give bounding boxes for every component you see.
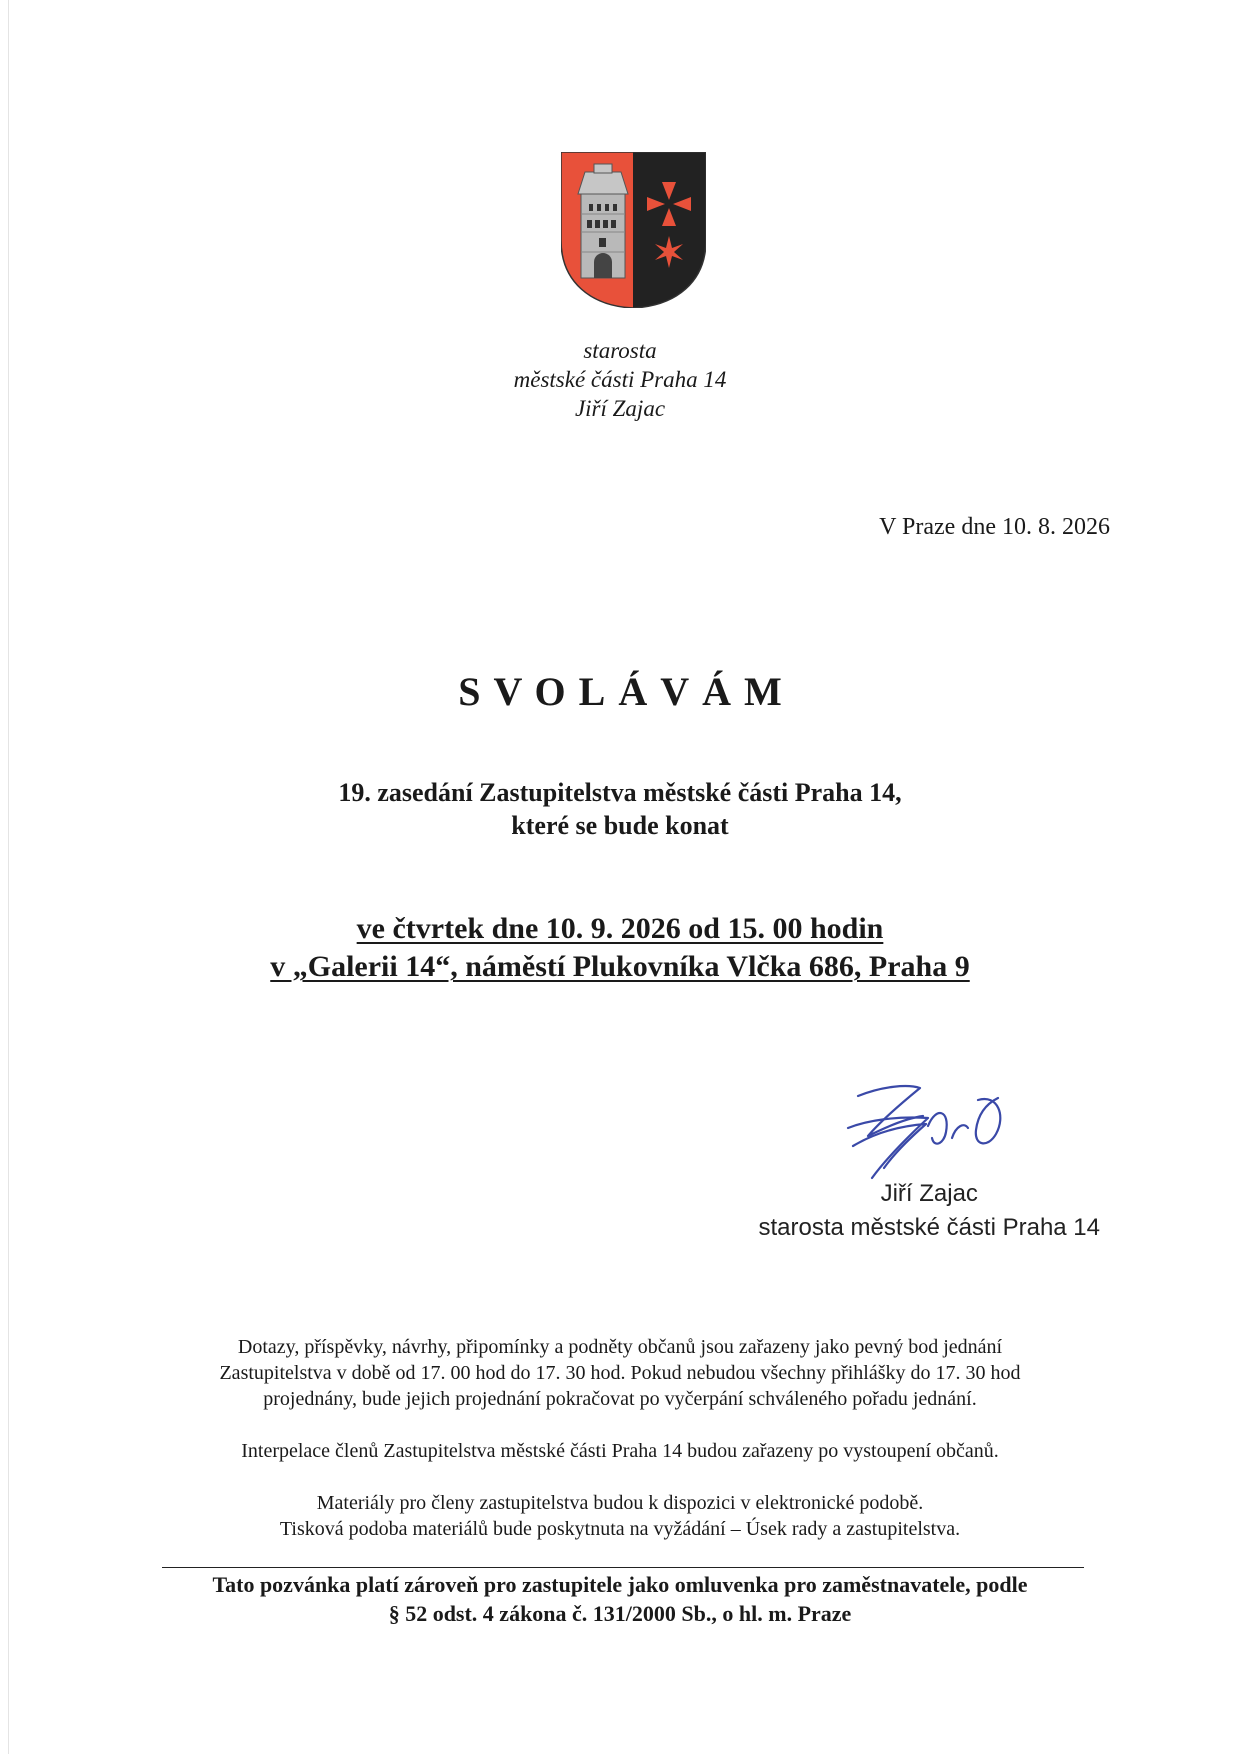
footer-line-1: Tato pozvánka platí zároveň pro zastupitele jako omluvenka pro zaměstnavatele, podle [212, 1572, 1028, 1597]
note-interpellations: Interpelace členů Zastupitelstva městské části Praha 14 budou zařazeny po vystoupení občanů. [241, 1440, 999, 1462]
meeting-datetime: ve čtvrtek dne 10. 9. 2026 od 15. 00 hodin [356, 912, 884, 945]
session-description [0, 776, 1240, 842]
signatory [759, 1177, 1100, 1245]
footer-divider [162, 1567, 1084, 1568]
notes-section [130, 1334, 1110, 1568]
page-edge [8, 0, 9, 1754]
session-line-2: které se bude konat [511, 811, 729, 840]
meeting-location: v „Galerii 14“, náměstí Plukovníka Vlčka 686, Praha 9 [270, 950, 970, 983]
issuer-name: Jiří Zajac [574, 396, 666, 421]
issuer-title: starosta [583, 338, 657, 363]
note-materials [130, 1490, 1110, 1542]
document-date: V Praze dne 10. 8. 2026 [879, 514, 1110, 540]
issuer-block [0, 336, 1240, 423]
note-materials-line-2: Tisková podoba materiálů bude poskytnuta na vyžádání – Úsek rady a zastupitelstva. [279, 1518, 961, 1540]
document-title: SVOLÁVÁM [458, 669, 795, 714]
coat-of-arms [561, 152, 706, 308]
note-public-questions [130, 1334, 1110, 1412]
handwritten-signature [828, 1076, 1018, 1186]
footer-notice [120, 1570, 1120, 1628]
note-public-questions-line-2: Zastupitelstva v době od 17. 00 hod do 17. 30 hod. Pokud nebudou všechny přihlášky do 17. 30 hod [219, 1362, 1021, 1384]
session-line-1: 19. zasedání Zastupitelstva městské části Praha 14, [338, 778, 902, 807]
note-materials-line-1: Materiály pro členy zastupitelstva budou k dispozici v elektronické podobě. [316, 1492, 924, 1514]
issuer-district: městské části Praha 14 [513, 367, 727, 392]
meeting-time-place [0, 910, 1240, 986]
signatory-role: starosta městské části Praha 14 [758, 1214, 1100, 1241]
note-public-questions-line-1: Dotazy, příspěvky, návrhy, připomínky a podněty občanů jsou zařazeny jako pevný bod jednání [237, 1336, 1003, 1358]
note-public-questions-line-3: projednány, bude jejich projednání pokračovat po vyčerpání schváleného pořadu jednání. [263, 1388, 977, 1410]
footer-line-2: § 52 odst. 4 zákona č. 131/2000 Sb., o hl. m. Praze [388, 1601, 852, 1626]
signatory-name: Jiří Zajac [880, 1180, 978, 1207]
